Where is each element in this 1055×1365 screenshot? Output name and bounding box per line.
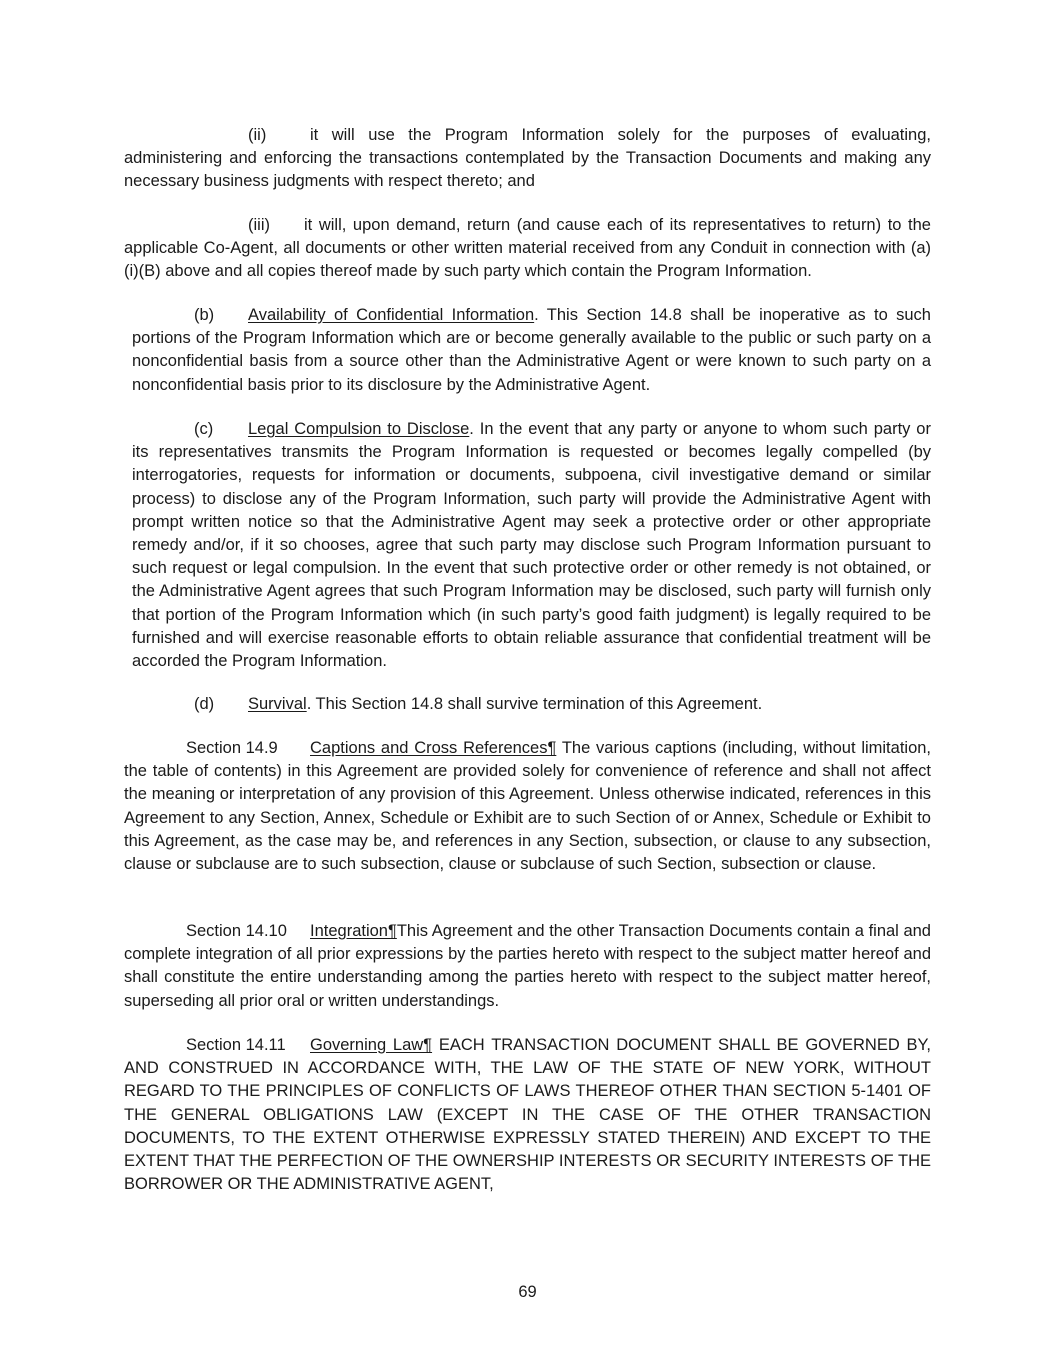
section-label: Section 14.10 [186, 922, 287, 940]
section-text: The various captions (including, without limitation, the table of contents) in this Agreement are provided solely for convenience of reference and shall not affect the meaning or interpretation of any provision of this Agreement. Unless otherwise indicated, references in this Agreement to any Section, Annex, Schedule or Exhibit are to such Section of or Annex, Schedule or Exhibit to this Agreement, as the case may be, and references in any Section, subsection, or clause to any subsection, clause or subclause are to such subsection, clause or subclause of such Section, subsection or clause. [124, 739, 932, 874]
section-label: Section 14.9 [186, 739, 278, 757]
paragraph-label: (ii) [248, 126, 267, 144]
paragraph-heading: Legal Compulsion to Disclose [248, 420, 470, 438]
paragraph-label: (b) [194, 306, 215, 324]
paragraph-text: it will use the Program Information solely for the purposes of evaluating, administering and enforcing the transactions contemplated by the Transaction Documents and making any necessary business judgments with respect thereto; and [124, 126, 931, 191]
paragraph-text: . In the event that any party or anyone to whom such party or its representatives transmits the Program Information is requested or becomes legally compelled (by interrogatories, requests for information or documents, subpoena, civil investigative demand or similar process) to disclose any of the Program Information, such party will provide the Administrative Agent with prompt written notice so that the Administrative Agent may seek a protective order or other appropriate remedy and/or, if it so chooses, agree that such party may disclose such Program Information pursuant to such request or legal compulsion. In the event that such protective order or other remedy is not obtained, or the Administrative Agent agrees that such Program Information may be disclosed, such party will furnish only that portion of the Program Information which (in such party’s good faith judgment) is legally required to be furnished and will exercise reasonable efforts to obtain reliable assurance that confidential treatment will be accorded the Program Information. [132, 420, 931, 671]
paragraph-d [132, 693, 931, 716]
section-heading: Captions and Cross References¶ [310, 739, 557, 757]
paragraph-label: (d) [194, 695, 215, 713]
section-14-9 [124, 737, 931, 876]
section-label: Section 14.11 [186, 1036, 286, 1054]
section-heading: Integration¶ [310, 922, 397, 940]
paragraph-text: . This Section 14.8 shall survive termination of this Agreement. [306, 695, 763, 713]
paragraph-heading: Survival [248, 695, 307, 713]
paragraph-b [132, 304, 931, 397]
paragraph-text: it will, upon demand, return (and cause each of its representatives to return) to the applicable Co-Agent, all documents or other written material received from any Conduit in connection with (a)(i)(B) above and all copies thereof made by such party which contain the Program Information. [124, 216, 931, 281]
page-number: 69 [518, 1283, 537, 1301]
paragraph-label: (c) [194, 420, 214, 438]
section-14-10 [124, 920, 931, 1013]
paragraph-label: (iii) [248, 216, 270, 234]
section-heading: Governing Law¶ [310, 1036, 433, 1054]
paragraph-iii [124, 214, 931, 284]
paragraph-ii [124, 124, 931, 194]
section-14-11 [124, 1034, 931, 1196]
paragraph-heading: Availability of Confidential Information [248, 306, 535, 324]
paragraph-c [132, 418, 931, 673]
section-text: This Agreement and the other Transaction Documents contain a final and complete integration of all prior expressions by the parties hereto with respect to the subject matter hereof and shall constitute the entire understanding among the parties hereto with respect to the subject matter hereof, superseding all prior oral or written understandings. [124, 922, 931, 1010]
paragraph-text: . This Section 14.8 shall be inoperative as to such portions of the Program Information which are or become generally available to the public or such party on a nonconfidential basis from a source other than the Administrative Agent or were known to such party on a nonconfidential basis prior to its disclosure by the Administrative Agent. [132, 306, 931, 394]
section-text: EACH TRANSACTION DOCUMENT SHALL BE GOVERNED BY, AND CONSTRUED IN ACCORDANCE WITH, THE LAW OF THE STATE OF NEW YORK, WITHOUT REGARD TO THE PRINCIPLES OF CONFLICTS OF LAWS THEREOF OTHER THAN SECTION 5-1401 OF THE GENERAL OBLIGATIONS LAW (EXCEPT IN THE CASE OF THE OTHER TRANSACTION DOCUMENTS, TO THE EXTENT OTHERWISE EXPRESSLY STATED THEREIN) AND EXCEPT TO THE EXTENT THAT THE PERFECTION OF THE OWNERSHIP INTERESTS OR SECURITY INTERESTS OF THE BORROWER OR THE ADMINISTRATIVE AGENT, [124, 1036, 932, 1194]
